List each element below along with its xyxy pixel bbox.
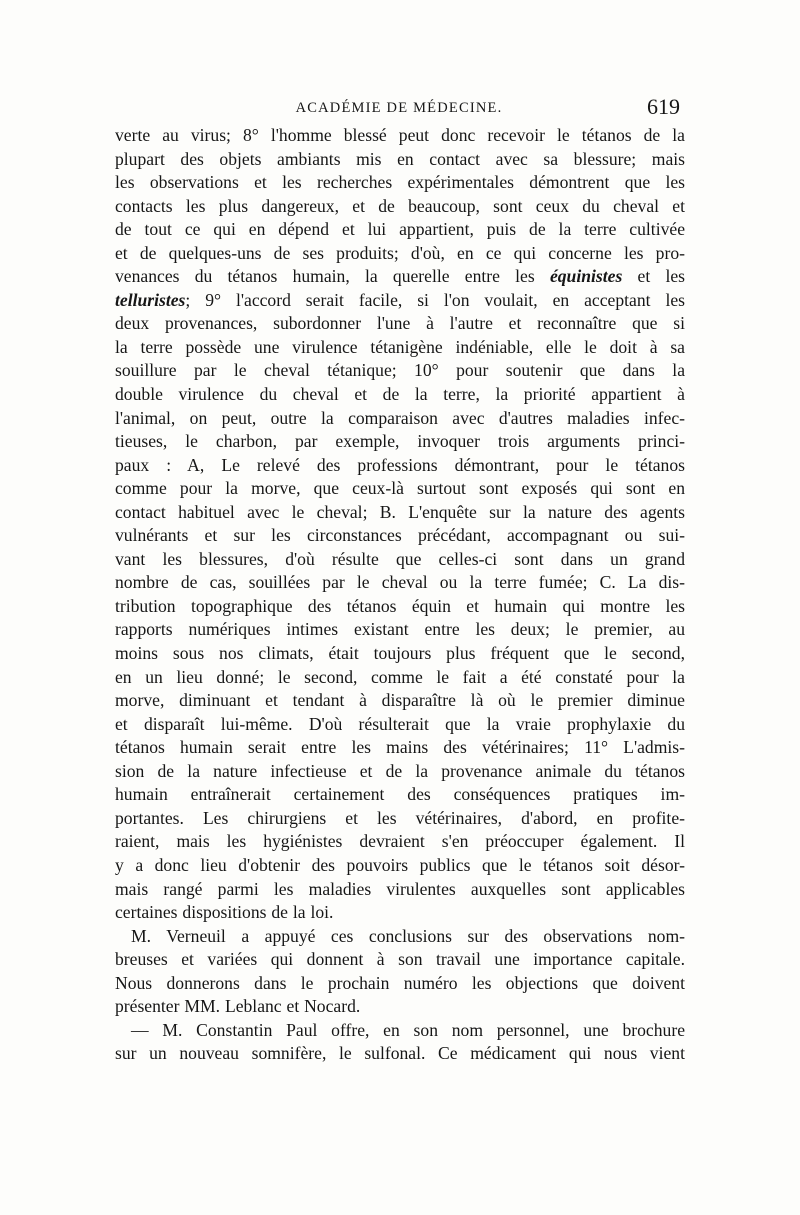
- text-line: l'animal, on peut, outre la comparaison avec d'autres maladies infec-: [115, 407, 685, 428]
- text-line: portantes. Les chirurgiens et les vétérinaires, d'abord, en profite-: [115, 807, 685, 828]
- text-line: vant les blessures, d'où résulte que celles-ci sont dans un grand: [115, 548, 685, 569]
- text-line: verte au virus; 8° l'homme blessé peut donc recevoir le tétanos de la: [115, 125, 685, 145]
- text-line: M. Verneuil a appuyé ces conclusions sur des observations nom-: [131, 925, 685, 946]
- italic-term: équinistes: [549, 266, 623, 287]
- text-line: comme pour la morve, que ceux-là surtout sont exposés qui sont en: [115, 478, 685, 499]
- text-line: y a donc lieu d'obtenir des pouvoirs publics que le tétanos soit désor-: [115, 854, 685, 875]
- text-line: et disparaît lui-même. D'où résulterait que la vraie prophylaxie du: [115, 713, 685, 734]
- paragraph-end-line: certaines dispositions de la loi.: [115, 902, 334, 923]
- text-line: tribution topographique des tétanos équin et humain qui montre les: [115, 595, 685, 616]
- text-line: humain entraînerait certainement des conséquences pratiques im-: [115, 784, 685, 805]
- text-line: contact habituel avec le cheval; B. L'enquête sur la nature des agents: [115, 501, 685, 522]
- running-head: ACADÉMIE DE MÉDECINE.: [295, 100, 503, 116]
- body-text: [115, 124, 685, 1066]
- text-line: paux : A, Le relevé des professions démontrant, pour le tétanos: [115, 454, 685, 475]
- text-line: moins sous nos climats, était toujours plus fréquent que le second,: [115, 643, 685, 664]
- text-line: rapports numériques intimes existant entre les deux; le premier, au: [115, 619, 685, 640]
- text-line: morve, diminuant et tendant à disparaître là où le premier diminue: [115, 690, 685, 711]
- text-line: raient, mais les hygiénistes devraient s'en préoccuper également. Il: [115, 831, 685, 852]
- page-header: [116, 96, 682, 124]
- text-line: et de quelques-uns de ses produits; d'où, en ce qui concerne les pro-: [115, 242, 685, 263]
- text-line: nombre de cas, souillées par le cheval ou la terre fumée; C. La dis-: [115, 572, 685, 593]
- page-number: 619: [647, 94, 680, 119]
- text-line: deux provenances, subordonner l'une à l'autre et reconnaître que si: [115, 313, 685, 334]
- text-line: sur un nouveau somnifère, le sulfonal. Ce médicament qui nous vient: [115, 1043, 685, 1064]
- text-line: souillure par le cheval tétanique; 10° pour soutenir que dans la: [115, 360, 685, 381]
- text-line: plupart des objets ambiants mis en contact avec sa blessure; mais: [115, 148, 685, 169]
- text-line: mais rangé parmi les maladies virulentes auxquelles sont applicables: [115, 878, 685, 899]
- text-line: — M. Constantin Paul offre, en son nom personnel, une brochure: [131, 1019, 685, 1040]
- text-line-with-italic: venances du tétanos humain, la querelle entre les équinistes et les: [115, 266, 685, 287]
- text-line: breuses et variées qui donnent à son travail une importance capitale.: [115, 949, 685, 970]
- text-line-with-italic: telluristes; 9° l'accord serait facile, si l'on voulait, en acceptant les: [115, 289, 685, 310]
- text-line: les observations et les recherches expérimentales démontrent que les: [115, 172, 685, 193]
- text-line: tieuses, le charbon, par exemple, invoquer trois arguments princi-: [115, 431, 685, 452]
- text-line: double virulence du cheval et de la terre, la priorité appartient à: [115, 384, 685, 405]
- text-line: sion de la nature infectieuse et de la provenance animale du tétanos: [115, 760, 685, 781]
- text-line: Nous donnerons dans le prochain numéro les objections que doivent: [115, 972, 685, 993]
- text-line: de tout ce qui en dépend et lui appartient, puis de la terre cultivée: [115, 219, 685, 240]
- text-line: la terre possède une virulence tétanigène indéniable, elle le doit à sa: [115, 336, 685, 357]
- text-line: en un lieu donné; le second, comme le fait a été constaté pour la: [115, 666, 685, 687]
- text-line: contacts les plus dangereux, et de beaucoup, sont ceux du cheval et: [115, 195, 685, 216]
- paragraph-end-line: présenter MM. Leblanc et Nocard.: [115, 996, 361, 1017]
- italic-term: telluristes: [115, 289, 186, 310]
- text-line: vulnérants et sur les circonstances précédant, accompagnant ou sui-: [115, 525, 685, 546]
- text-line: tétanos humain serait entre les mains des vétérinaires; 11° L'admis-: [115, 737, 685, 758]
